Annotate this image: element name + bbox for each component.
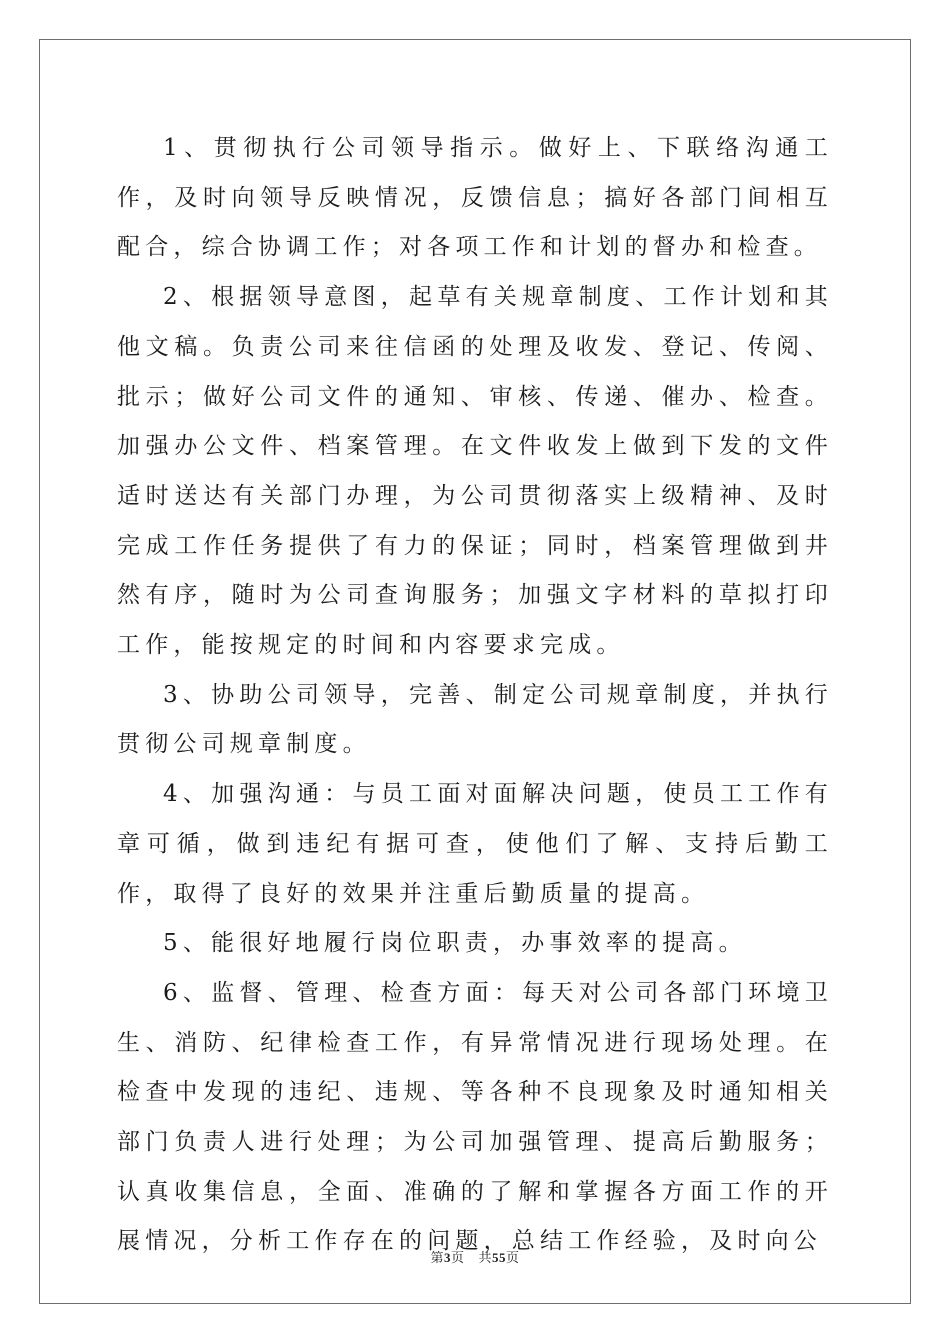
current-page-number: 3 [443,1250,451,1265]
page-suffix: 页 [450,1251,465,1266]
paragraph-4: 4、加强沟通：与员工面对面解决问题，使员工工作有章可循，做到违纪有据可查，使他们了解、支持后勤工作，取得了良好的效果并注重后勤质量的提高。 [117,781,833,907]
total-suffix: 页 [506,1251,520,1266]
paragraph-5: 5、能很好地履行岗位职责，办事效率的提高。 [163,930,747,957]
paragraph-2: 2、根据领导意图，起草有关规章制度、工作计划和其他文稿。负责公司来往信函的处理及收发、登记、传阅、批示；做好公司文件的通知、审核、传递、催办、检查。加强办公文件、档案管理。在文件收发上做到下发的文件适时送达有关部门办理，为公司贯彻落实上级精神、及时完成工作任务提供了有力的保证；同时，档案管理做到井然有序，随时为公司查询服务；加强文字材料的草拟打印工作，能按规定的时间和内容要求完成。 [117,284,833,659]
page-footer [0,1247,950,1266]
paragraph-3: 3、协助公司领导，完善、制定公司规章制度，并执行贯彻公司规章制度。 [117,681,833,758]
total-prefix: 共 [478,1251,493,1266]
page-prefix: 第 [430,1251,444,1266]
document-body [117,124,833,1267]
paragraph-6: 6、监督、管理、检查方面：每天对公司各部门环境卫生、消防、纪律检查工作，有异常情况进行现场处理。在检查中发现的违纪、违规、等各种不良现象及时通知相关部门负责人进行处理；为公司加强管理、提高后勤服务；认真收集信息，全面、准确的了解和掌握各方面工作的开展情况，分析工作存在的问题，总结工作经验，及时向公 [117,979,833,1255]
total-page-count: 55 [492,1250,507,1265]
paragraph-1: 1、贯彻执行公司领导指示。做好上、下联络沟通工作，及时向领导反映情况，反馈信息；搞好各部门间相互配合，综合协调工作；对各项工作和计划的督办和检查。 [117,135,833,261]
